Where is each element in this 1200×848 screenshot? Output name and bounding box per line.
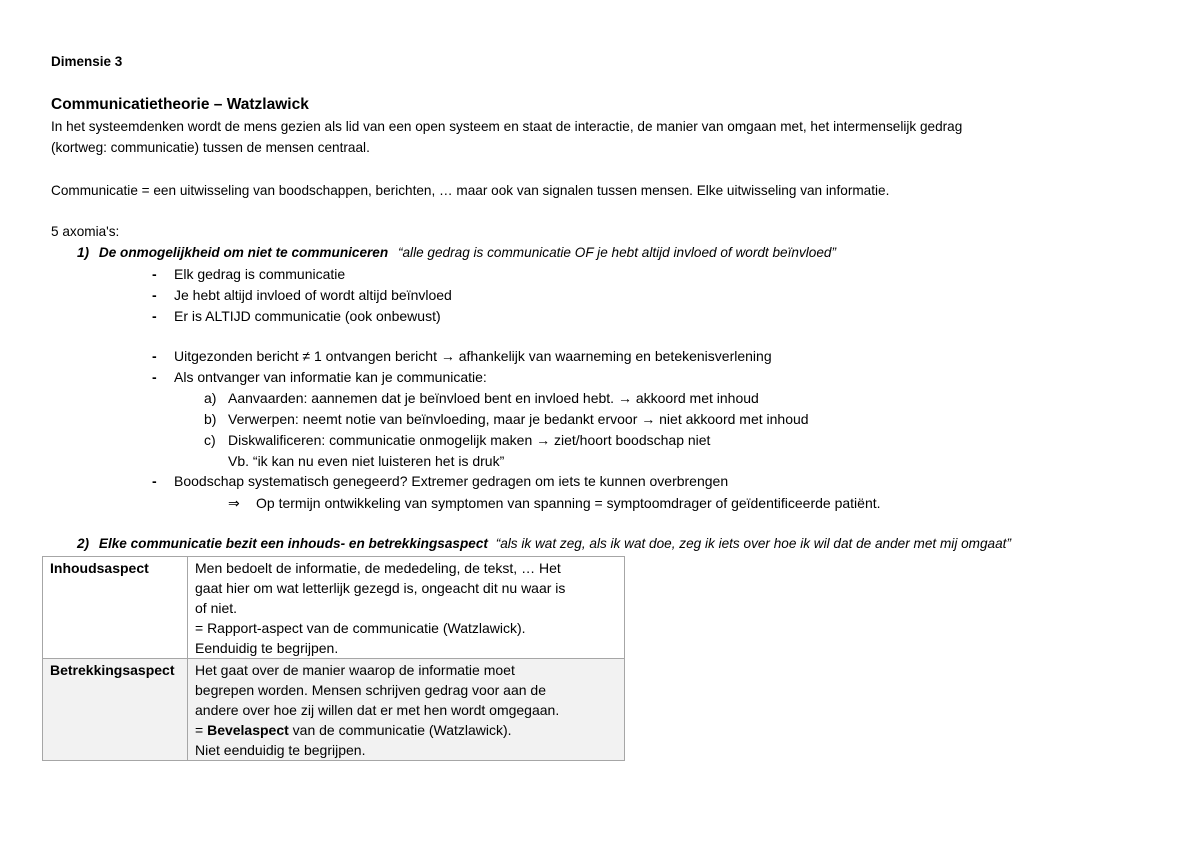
list-item	[152, 471, 728, 491]
cell-line: = Rapport-aspect van de communicatie (Watzlawick).	[195, 620, 526, 636]
table-row	[43, 557, 625, 659]
intro-paragraph-line1: In het systeemdenken wordt de mens gezien als lid van een open systeem en staat de interactie, de manier van omgaan met, het intermenselijk gedrag	[51, 119, 963, 134]
intro-paragraph-line2: (kortweg: communicatie) tussen de mensen centraal.	[51, 140, 370, 155]
cell-line	[195, 720, 617, 740]
table-cell-description	[188, 557, 625, 659]
table-cell-label: Inhoudsaspect	[43, 557, 188, 659]
consequence-text: Op termijn ontwikkeling van symptomen van spanning = symptoomdrager of geïdentificeerde patiënt.	[256, 495, 881, 511]
axiom-1-quote: “alle gedrag is communicatie OF je hebt altijd invloed of wordt beïnvloed”	[397, 245, 836, 260]
dimension-heading: Dimensie 3	[51, 54, 123, 69]
bullet-dash: -	[152, 473, 157, 489]
axiom-2-title: Elke communicatie bezit een inhouds- en betrekkingsaspect	[98, 536, 488, 551]
axioms-label: 5 axomia's:	[51, 224, 120, 239]
table-cell-label: Betrekkingsaspect	[43, 659, 188, 761]
option-text: Aanvaarden: aannemen dat je beïnvloed bent en invloed hebt. → akkoord met inhoud	[228, 390, 759, 406]
cell-line: Eenduidig te begrijpen.	[195, 640, 339, 656]
bullet-dash: -	[152, 369, 157, 385]
list-item	[152, 285, 452, 305]
axiom-2-quote: “als ik wat zeg, als ik wat doe, zeg ik iets over hoe ik wil dat de ander met mij omgaat”	[495, 536, 1011, 551]
axiom-1-heading	[77, 243, 836, 263]
cell-line: Men bedoelt de informatie, de mededeling, de tekst, … Het	[195, 560, 561, 576]
example-text: Vb. “ik kan nu even niet luisteren het is druk”	[228, 453, 505, 469]
list-item-text: Als ontvanger van informatie kan je communicatie:	[174, 369, 487, 385]
table-row	[43, 659, 625, 761]
list-item-text: Je hebt altijd invloed of wordt altijd beïnvloed	[174, 287, 452, 303]
cell-line: Het gaat over de manier waarop de informatie moet	[195, 662, 515, 678]
axiom-1-title: De onmogelijkheid om niet te communiceren	[98, 245, 389, 260]
option-item	[204, 430, 710, 450]
axiom-2-number: 2)	[77, 536, 90, 551]
implies-arrow-icon: ⇒	[228, 495, 240, 511]
cell-line: begrepen worden. Mensen schrijven gedrag voor aan de	[195, 682, 547, 698]
bullet-dash: -	[152, 308, 157, 324]
cell-line-bold: Bevelaspect	[207, 722, 289, 738]
list-item-text: Elk gedrag is communicatie	[174, 266, 346, 282]
option-letter: a)	[204, 390, 217, 406]
option-item	[204, 409, 809, 429]
bullet-dash: -	[152, 287, 157, 303]
consequence-item	[228, 493, 881, 513]
list-item	[152, 264, 345, 284]
list-item	[152, 306, 441, 326]
list-item-text: Er is ALTIJD communicatie (ook onbewust)	[174, 308, 441, 324]
option-letter: c)	[204, 432, 216, 448]
bullet-dash: -	[152, 266, 157, 282]
option-text: Verwerpen: neemt notie van beïnvloeding, maar je bedankt ervoor → niet akkoord met inhoud	[228, 411, 809, 427]
axiom-2-heading	[77, 534, 1011, 554]
cell-line-prefix: =	[195, 722, 208, 738]
aspects-table	[42, 556, 625, 761]
list-item-text: Uitgezonden bericht ≠ 1 ontvangen bericht → afhankelijk van waarneming en betekenisverlening	[174, 348, 772, 364]
list-item-text: Boodschap systematisch genegeerd? Extremer gedragen om iets te kunnen overbrengen	[174, 473, 729, 489]
axiom-1-number: 1)	[77, 245, 90, 260]
cell-line: of niet.	[195, 600, 238, 616]
definition-paragraph: Communicatie = een uitwisseling van boodschappen, berichten, … maar ook van signalen tussen mensen. Elke uitwisseling van informatie.	[51, 183, 890, 198]
cell-line: andere over hoe zij willen dat er met hen wordt omgegaan.	[195, 702, 560, 718]
bullet-dash: -	[152, 348, 157, 364]
option-item	[204, 388, 759, 408]
table-cell-description	[188, 659, 625, 761]
cell-line-suffix: van de communicatie (Watzlawick).	[288, 722, 512, 738]
cell-line: gaat hier om wat letterlijk gezegd is, ongeacht dit nu waar is	[195, 580, 566, 596]
option-text: Diskwalificeren: communicatie onmogelijk maken → ziet/hoort boodschap niet	[228, 432, 711, 448]
option-letter: b)	[204, 411, 217, 427]
list-item	[152, 367, 487, 387]
list-item	[152, 346, 772, 366]
cell-line: Niet eenduidig te begrijpen.	[195, 742, 366, 758]
page-title: Communicatietheorie – Watzlawick	[51, 96, 309, 113]
